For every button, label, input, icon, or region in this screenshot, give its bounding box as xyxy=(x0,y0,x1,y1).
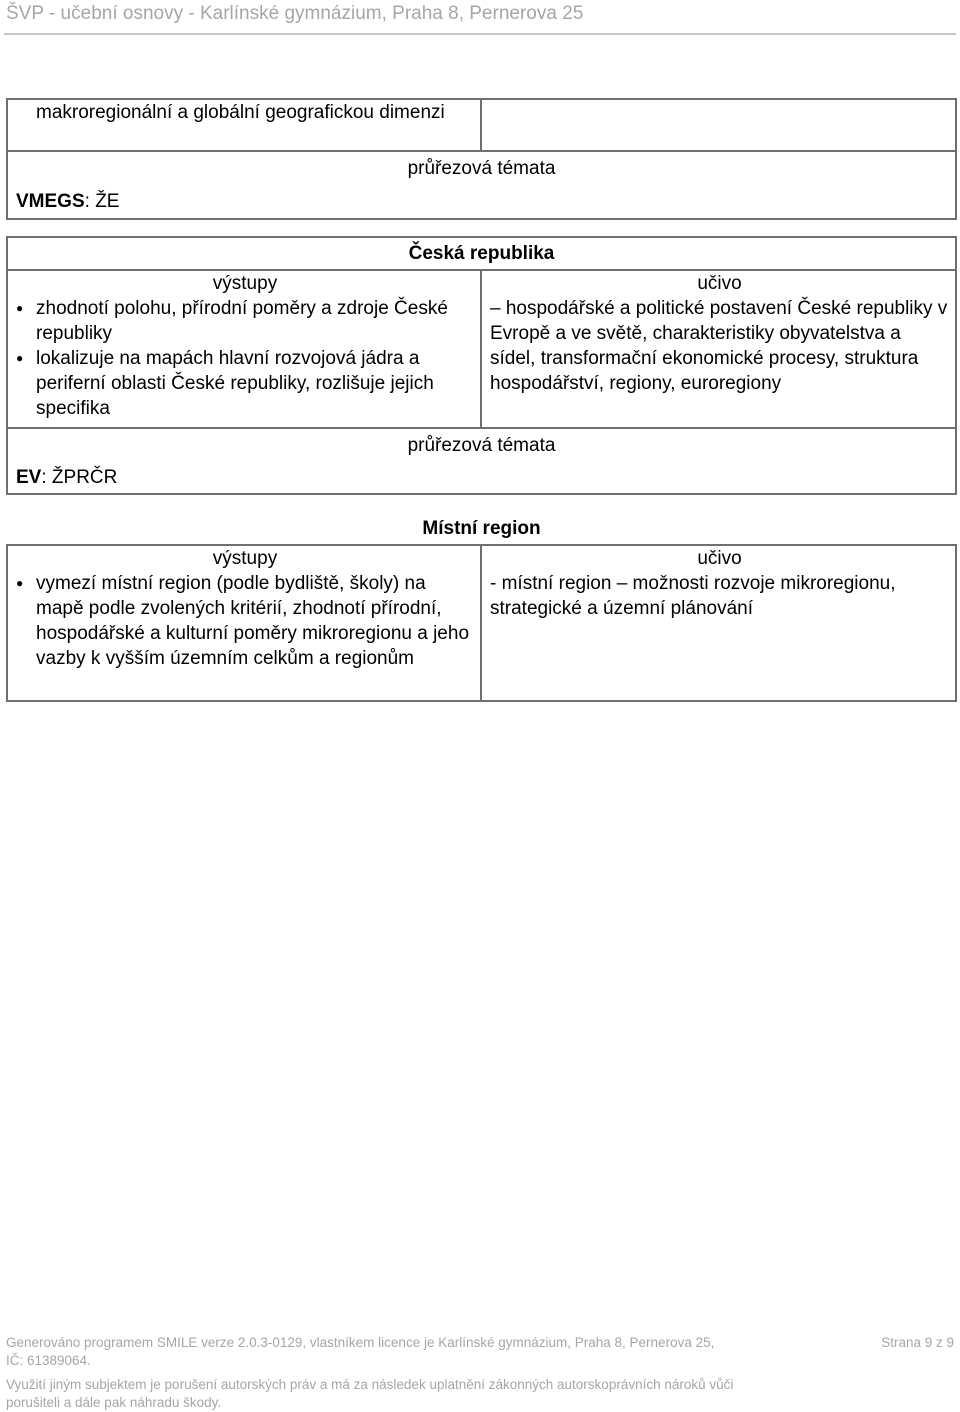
mr-outputs-header: výstupy xyxy=(212,548,278,569)
footer-page-number: Strana 9 z 9 xyxy=(881,1335,954,1350)
mr-output-item: ● vymezí místní region (podle bydliště, školy) na mapě podle zvolených kritérií, zhodnotí přírodní, hospodářské a kulturní poměry mikroregionu a jeho vazby k vyšším územním celkům a regionům xyxy=(16,571,474,671)
section-cr-table xyxy=(6,236,957,495)
mr-curriculum-header: učivo xyxy=(697,548,742,569)
prev-cross-topics-label: průřezová témata xyxy=(407,158,556,179)
cr-outputs-cell xyxy=(7,270,481,428)
cr-cross-topics-header xyxy=(7,428,956,461)
footer-generated-line2: IČ: 61389064. xyxy=(6,1353,91,1368)
prev-curriculum-cell xyxy=(481,99,956,151)
mr-section-title: Místní region xyxy=(422,517,541,539)
footer-generated-line1: Generováno programem SMILE verze 2.0.3-0129, vlastníkem licence je Karlínské gymnázium, Praha 8, Pernerova 25, xyxy=(6,1335,715,1350)
mr-curriculum-text: - místní region – možnosti rozvoje mikroregionu, strategické a územní plánování xyxy=(490,573,896,619)
footer-copyright-line2: porušiteli a dále pak náhradu škody. xyxy=(6,1395,222,1410)
cr-section-title: Česká republika xyxy=(408,243,555,264)
mr-curriculum-cell xyxy=(481,545,956,701)
cr-output-item: ● zhodnotí polohu, přírodní poměry a zdroje České republiky xyxy=(16,296,474,346)
footer-copyright xyxy=(6,1376,954,1412)
cr-outputs-list xyxy=(16,296,474,421)
cr-section-title-cell xyxy=(7,237,956,270)
cr-cross-topics-row xyxy=(7,461,956,494)
footer-generated xyxy=(6,1334,954,1370)
cr-theme-separator: : xyxy=(41,466,52,488)
cr-theme-value: ŽPRČR xyxy=(51,466,118,488)
prev-theme-code: VMEGS xyxy=(16,191,85,212)
prev-cross-topics-header xyxy=(7,151,956,185)
prev-outputs-cell xyxy=(7,99,481,151)
section-mr-table xyxy=(6,512,957,702)
prev-theme-value: ŽE xyxy=(95,191,120,212)
cr-curriculum-header: učivo xyxy=(697,273,742,294)
prev-theme-separator: : xyxy=(84,191,96,212)
prev-outputs-text: makroregionální a globální geografickou dimenzi xyxy=(36,102,445,123)
cr-output-item: ● lokalizuje na mapách hlavní rozvojová jádra a periferní oblasti České republiky, rozlišuje jejich specifika xyxy=(16,346,474,421)
cr-curriculum-text: – hospodářské a politické postavení České republiky v Evropě a ve světě, charakteristiky obyvatelstva a sídel, transformační ekonomické procesy, struktura hospodářství, regiony, euroregiony xyxy=(490,298,948,394)
cr-curriculum-cell xyxy=(481,270,956,428)
mr-outputs-cell xyxy=(7,545,481,701)
page-header-title: ŠVP - učební osnovy - Karlínské gymnázium, Praha 8, Pernerova 25 xyxy=(6,3,584,24)
cr-outputs-header: výstupy xyxy=(212,273,278,294)
mr-outputs-list xyxy=(16,571,474,671)
mr-section-title-cell xyxy=(7,512,956,545)
header-divider xyxy=(4,33,956,35)
prev-cross-topics-row xyxy=(7,185,956,219)
section-prev-table xyxy=(6,98,957,220)
footer-copyright-line1: Využití jiným subjektem je porušení autorských práv a má za následek uplatnění zákonných autorskoprávních nároků vůči xyxy=(6,1377,734,1392)
cr-cross-topics-label: průřezová témata xyxy=(407,434,556,456)
cr-theme-code: EV xyxy=(16,466,42,488)
